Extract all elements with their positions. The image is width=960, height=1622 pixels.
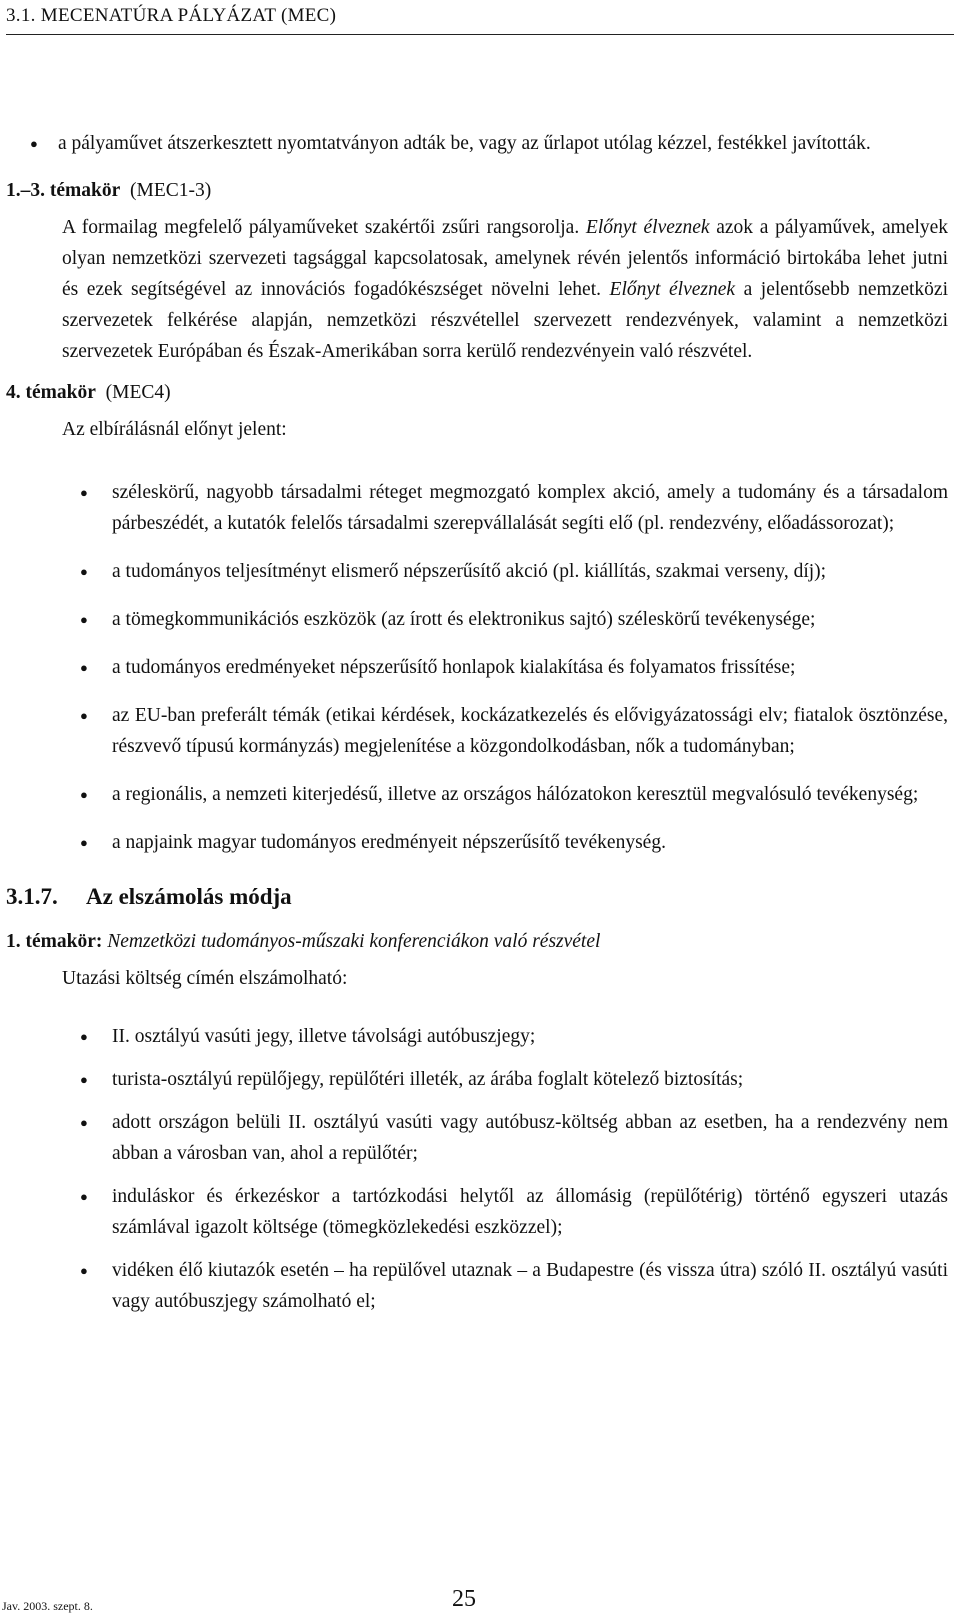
list-item-text: a napjaink magyar tudományos eredményeit népszerűsítő tevékenység. [112,832,666,853]
bullet-icon: ● [80,564,88,579]
topic-4-intro [62,414,948,445]
list-item [80,1181,948,1243]
list-item [80,556,948,587]
list-item [80,652,948,683]
list-item [80,1107,948,1169]
section-heading [6,882,954,912]
emphasis-text: Előnyt élveznek [609,279,736,300]
list-item [30,128,948,159]
bullet-icon: ● [80,660,88,675]
running-head [6,3,954,35]
page-number: 25 [452,1586,476,1612]
list-item [80,1255,948,1317]
list-item-text: a pályaművet átszerkesztett nyomtatványon adták be, vagy az űrlapot utólag kézzel, festékkel javították. [58,133,871,154]
topic-label: 4. témakör [6,382,96,403]
intro-text: Utazási költség címén elszámolható: [62,968,348,989]
bullet-icon: ● [80,612,88,627]
list-item-text: adott országon belüli II. osztályú vasúti vagy autóbusz-költség abban az esetben, ha a rendezvény nem abban a városban van, ahol a repülőtér; [112,1112,948,1164]
top-bullet-list [30,128,948,159]
topic-4-criteria-list [80,477,948,858]
topic-heading-1-3 [6,175,954,206]
page-content [6,128,954,1317]
topic-heading-s1 [6,926,954,957]
list-item-text: a tudományos eredményeket népszerűsítő honlapok kialakítása és folyamatos frissítése; [112,657,796,678]
bullet-icon: ● [80,1072,88,1087]
travel-cost-list [80,1021,948,1317]
bullet-icon: ● [80,1115,88,1130]
list-item-text: turista-osztályú repülőjegy, repülőtéri illeték, az árába foglalt kötelező biztosítás; [112,1069,744,1090]
list-item-text: a tömegkommunikációs eszközök (az írott és elektronikus sajtó) széleskörű tevékenysége; [112,609,816,630]
list-item [80,827,948,858]
bullet-icon: ● [80,708,88,723]
topic-label: 1.–3. témakör [6,180,121,201]
list-item-text: széleskörű, nagyobb társadalmi réteget megmozgató komplex akció, amely a tudomány és a társadalom párbeszédét, a kutatók felelős társadalmi szerepvállalását segíti elő (pl. rendezvény, előadássorozat); [112,482,948,534]
list-item [80,1021,948,1052]
topic-code: (MEC1-3) [130,180,212,201]
topic-title: Nemzetközi tudományos-műszaki konferenciákon való részvétel [107,931,601,952]
footer-date: Jav. 2003. szept. 8. [2,1599,93,1613]
list-item-text: az EU-ban preferált témák (etikai kérdések, kockázatkezelés és elővigyázatossági elv; fiatalok ösztönzése, részvevő típusú kormányzás) megjelenítése a közgondolkodásban, nők a tudományban; [112,705,948,757]
paragraph-text: a jelentősebb nemzetközi szervezetek felkérése alapján, nemzetközi részvétellel szervezett rendezvények, valamint a nemzetközi szervezetek Európában és Észak-Amerikában sorra kerülő rendezvényein való részvétel. [62,279,949,362]
bullet-icon: ● [80,787,88,802]
bullet-icon: ● [80,1029,88,1044]
section-title: Az elszámolás módja [86,884,292,909]
list-item-text: a tudományos teljesítményt elismerő népszerűsítő akció (pl. kiállítás, szakmai verseny, díj); [112,561,827,582]
section-number: 3.1.7. [6,884,58,909]
emphasis-text: Előnyt élveznek [585,217,710,238]
bullet-icon: ● [80,485,88,500]
running-head-text: 3.1. MECENATÚRA PÁLYÁZAT (MEC) [6,5,337,26]
topic-heading-4 [6,377,954,408]
bullet-icon: ● [80,1189,88,1204]
list-item-text: vidéken élő kiutazók esetén – ha repülővel utaznak – a Budapestre (és vissza útra) szóló II. osztályú vasúti vagy autóbuszjegy számolható el; [112,1260,948,1312]
bullet-icon: ● [80,1263,88,1278]
paragraph-text: azok a pályaművek, amelyek olyan nemzetközi szervezeti tagsággal kapcsolatosak, amelynek révén jelentős információ birtokába lehet jutni és ezek segítségével az innovációs fogadókészséget növelni lehet. [62,217,949,300]
list-item [80,779,948,810]
list-item-text: a regionális, a nemzeti kiterjedésű, illetve az országos hálózatokon keresztül megvalósuló tevékenység; [112,784,919,805]
bullet-icon: ● [80,835,88,850]
list-item [80,700,948,762]
list-item [80,604,948,635]
intro-text: Az elbírálásnál előnyt jelent: [62,419,287,440]
list-item-text: induláskor és érkezéskor a tartózkodási helytől az állomásig (repülőtérig) történő egyszeri utazás számlával igazolt költsége (tömegközlekedési eszközzel); [112,1186,948,1238]
topic-1-3-paragraph [62,212,948,367]
topic-label: 1. témakör: [6,931,103,952]
bullet-icon: ● [30,136,38,151]
list-item [80,477,948,539]
list-item [80,1064,948,1095]
list-item-text: II. osztályú vasúti jegy, illetve távolsági autóbuszjegy; [112,1026,536,1047]
topic-code: (MEC4) [105,382,171,403]
paragraph-text: A formailag megfelelő pályaműveket szakértői zsűri rangsorolja. [62,217,580,238]
topic-s1-intro [62,963,948,994]
